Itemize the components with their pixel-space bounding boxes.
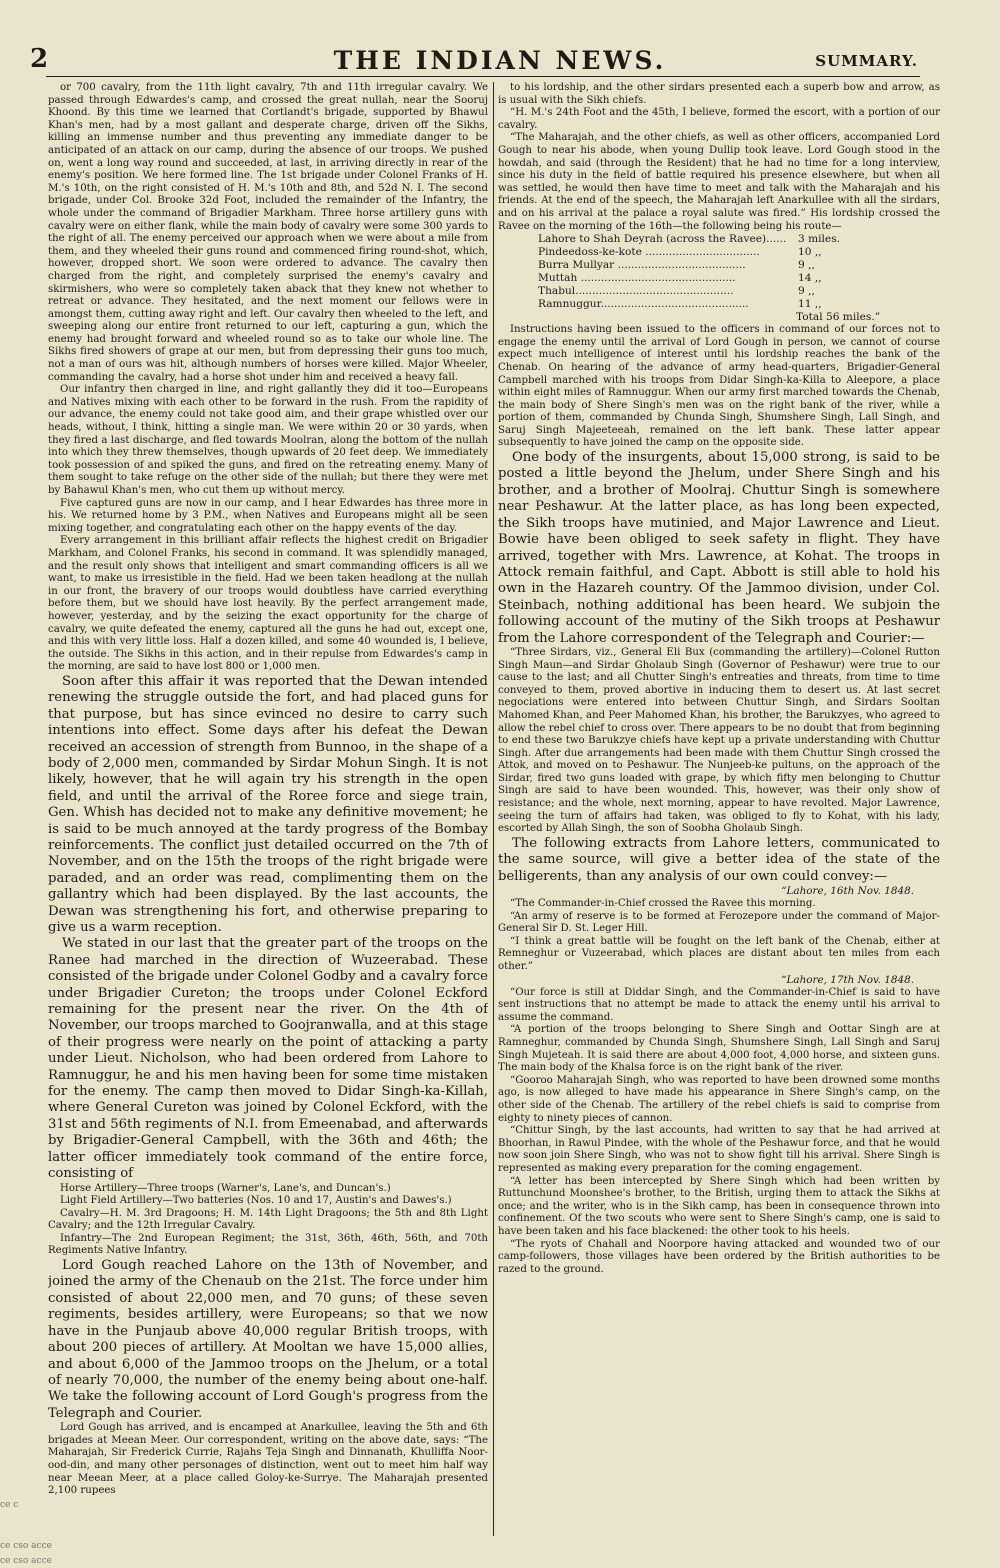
left-column-paragraph: Five captured guns are now in our camp, and I hear Edwardes has three more in his. We returned home by 3 P.M., when Natives and Europeans might all be seen mixing together, and congratulating each other on the happy events of the day. xyxy=(48,497,488,534)
header-rule xyxy=(46,76,920,77)
right-column-paragraph: One body of the insurgents, about 15,000 strong, is said to be posted a little beyond the Jhelum, under Shere Singh and his brother, and a brother of Moolraj. Chuttur Singh is somewhere near Peshawur. At the latter place, as has long been expected, the Sikh troops have mutinied, and Major Lawrence and Lieut. Bowie have been obliged to seek safety in flight. They have arrived, together with Mrs. Lawrence, at Kohat. The troops in Attock remain faithful, and Capt. Abbott is still able to hold his own in the Hazareh country. Of the Jammoo division, under Col. Steinbach, nothing additional has been heard. We subjoin the following account of the mutiny of the Sikh troops at Peshawur from the Lahore correspondent of the Telegraph and Courier:— xyxy=(498,450,940,646)
right-column-paragraph: Instructions having been issued to the officers in command of our forces not to engage the enemy until the arrival of Lord Gough in person, we cannot of course expect much intelligence of interest until his lordship reaches the bank of the Chenab. On hearing of the advance of army head-quarters, Brigadier-General Campbell marched with his troops from Didar Singh-ka-Killa to Aleepore, a place within eight miles of Ramnuggur. When our army first marched towards the Chenab, the main body of Shere Singh's men was on the right bank of the river, while a portion of them, commanded by Chunda Singh, Shumshere Singh, Lall Singh, and Saruj Singh Majeeteeah, remained on the left bank. These latter appear subsequently to have joined the camp on the opposite side. xyxy=(498,324,940,449)
right-column-paragraph: The following extracts from Lahore letters, communicated to the same source, will give a better idea of the state of the belligerents, than any analysis of our own could convey:— xyxy=(498,835,940,884)
right-column-paragraph: “Gooroo Maharajah Singh, who was reported to have been drowned some months ago, is now alleged to have made his appearance in Shere Singh's camp, on the other side of the Chenab. The artillery of the rebel chiefs is said to comprise from eighty to ninety pieces of cannon. xyxy=(498,1074,940,1124)
left-column-paragraph: or 700 cavalry, from the 11th light cavalry, 7th and 11th irregular cavalry. We passed through Edwardes's camp, and crossed the great nullah, near the Sooruj Khoond. By this time we learned that Cortlandt's brigade, supported by Bhawul Khan's men, had by a most gallant and desperate charge, driven off the Sikhs, killing an immense number and thus preventing any immediate danger to be anticipated of an attack on our camp, during the absence of our troops. We pushed on, went a long way round and succeeded, at last, in arriving directly in rear of the enemy's position. We here formed line. The 1st brigade under Colonel Franks of H. M.'s 10th, on the right consisted of H. M.'s 10th and 8th, and 52d N. I. The second brigade, under Col. Brooke 32d Foot, included the remainder of the Infantry, the whole under the command of Brigadier Markham. Three horse artillery guns with cavalry were on either flank, while the main body of cavalry were some 300 yards to the right of all. The enemy perceived our approach when we were about a mile from them, and they wheeled their guns round and commenced firing round-shot, which, however, dropped short. We soon were ordered to advance. The cavalry then charged from the right, and completely surprised the enemy's cavalry and skirmishers, who were so completely taken aback that they knew not whether to retreat or advance. They hesitated, and the next moment our fellows were in amongst them, cutting away right and left. Our cavalry then wheeled to the left, and sweeping along our entire front returned to our left, capturing a gun, which the enemy had brought forward and wheeled round so as to take our whole line. The Sikhs fired showers of grape at our men, but from depressing their guns too much, not a man of ours was hit, although numbers of horses were killed. Major Wheeler, commanding the cavalry, had a horse shot under him and received a heavy fall. xyxy=(48,82,488,383)
route-row xyxy=(538,285,858,298)
route-place: Burra Mullyar ...................................... xyxy=(538,259,746,272)
left-column xyxy=(48,82,488,1532)
margin-mark: ce cso acce xyxy=(0,1556,52,1566)
right-column-paragraph: “The ryots of Chahall and Noorpore having attacked and wounded two of our camp-followers, those villages have been ordered by the British authorities to be razed to the ground. xyxy=(498,1238,940,1275)
left-column-paragraph: Light Field Artillery—Two batteries (Nos. 10 and 17, Austin's and Dawes's.) xyxy=(60,1195,452,1207)
route-place: Thabul............................................... xyxy=(538,285,734,298)
masthead xyxy=(0,0,1000,74)
right-column-paragraph: “Lahore, 17th Nov. 1848. xyxy=(781,973,914,986)
route-miles: 3 miles. xyxy=(798,233,841,246)
right-column-paragraph: “Lahore, 16th Nov. 1848. xyxy=(781,885,914,898)
right-column-paragraph: “Our force is still at Diddar Singh, and the Commander-in-Chief is said to have sent instructions that no attempt be made to attack the enemy until his arrival to assume the command. xyxy=(498,986,940,1023)
left-column-paragraph: Infantry—The 2nd European Regiment; the 31st, 36th, 46th, 56th, and 70th Regiments Native Infantry. xyxy=(48,1232,488,1257)
route-row xyxy=(538,233,858,246)
right-column-top xyxy=(498,82,940,233)
right-column-paragraph: “An army of reserve is to be formed at Ferozepore under the command of Major-General Sir D. St. Leger Hill. xyxy=(498,910,940,935)
left-column-paragraph: Every arrangement in this brilliant affair reflects the highest credit on Brigadier Markham, and Colonel Franks, his second in command. It was splendidly managed, and the result only shows that intelligent and smart commanding officers is all we want, to make us irresistible in the field. Had we been taken headlong at the nullah in our front, the bravery of our troops would doubtless have carried everything before them, but we should have lost heavily. By the perfect arrangement made, however, yesterday, and by the seizing the exact opportunity for the charge of cavalry, we quite defeated the enemy, captured all the guns he had out, except one, and this with very little loss. Half a dozen killed, and some 40 wounded is, I believe, the outside. The Sikhs in this action, and in their repulse from Edwardes's camp in the morning, are said to have lost 800 or 1,000 men. xyxy=(48,535,488,673)
route-row xyxy=(538,272,858,285)
right-column-paragraph: “Three Sirdars, viz., General Eli Bux (commanding the artillery)—Colonel Rutton Singh Maun—and Sirdar Gholaub Singh (Governor of Peshawur) were true to our cause to the last; and all Chutter Singh's entreaties and threats, from time to time conveyed to them, proved abortive in inducing them to desert us. At last secret negociations were entered into between Chuttur Singh, and Sirdars Sooltan Mahomed Khan, and Peer Mahomed Khan, his brother, the Barukzyes, who agreed to allow the rebel chief to cross over. There appears to be no doubt that from beginning to end these two Barukzye chiefs have kept up a private understanding with Chuttur Singh. After due arrangements had been made with them Chuttur Singh crossed the Attok, and moved on to Peshawur. The Nunjeeb-ke pultuns, on the approach of the Sirdar, fired two guns loaded with grape, by which fifty men belonging to Chuttur Singh are said to have been wounded. This, however, was their only show of resistance; and the whole, next morning, appear to have revolted. Major Lawrence, seeing the turn of affairs had taken, was obliged to fly to Kohat, with his lady, escorted by Allah Singh, the son of Soobha Gholaub Singh. xyxy=(498,646,940,835)
page-number: 2 xyxy=(30,44,49,74)
left-column-paragraph: Lord Gough reached Lahore on the 13th of November, and joined the army of the Chenaub on the 21st. The force under him consisted of about 22,000 men, and 70 guns; of these seven regiments, besides artillery, were Europeans; so that we now have in the Punjaub above 40,000 regular British troops, with about 200 pieces of artillery. At Mooltan we have 15,000 allies, and about 6,000 of the Jammoo troops on the Jhelum, or a total of nearly 70,000, the number of the enemy being about one-half. We take the following account of Lord Gough's progress from the Telegraph and Courier. xyxy=(48,1258,488,1421)
route-row xyxy=(538,246,858,259)
route-miles: 11 ,, xyxy=(798,298,822,311)
left-column-paragraph: We stated in our last that the greater part of the troops on the Ranee had marched in the direction of Wuzeerabad. These consisted of the brigade under Colonel Godby and a cavalry force under Brigadier Cureton; the troops under Colonel Eckford remaining for the present near the river. On the 4th of November, our troops marched to Goojranwalla, and at this stage of their progress were nearly on the point of attacking a party under Lieut. Nicholson, who had been ordered from Lahore to Ramnuggur, he and his men having been for some time mistaken for the enemy. The camp then moved to Didar Singh-ka-Killah, where General Cureton was joined by Colonel Eckford, with the 31st and 56th regiments of N.I. from Emeenabad, and afterwards by Brigadier-General Campbell, with the 36th and 46th; the latter officer immediately took command of the entire force, consisting of xyxy=(48,936,488,1182)
newspaper-title: THE INDIAN NEWS. xyxy=(333,46,667,75)
right-column-paragraph: “The Maharajah, and the other chiefs, as well as other officers, accompanied Lord Gough to near his abode, when young Dullip took leave. Lord Gough stood in the howdah, and said (through the Resident) that he had no time for a long interview, since his duty in the field of battle required his presence elsewhere, but when all was settled, he would then have time to meet and talk with the Maharajah and his friends. At the end of the speech, the Maharajah left Anarkullee with all the sirdars, and on his arrival at the palace a royal salute was fired.” His lordship crossed the Ravee on the morning of the 16th—the following being his route— xyxy=(498,132,940,232)
column-divider xyxy=(493,82,494,1536)
margin-mark: ce c xyxy=(0,1500,19,1510)
right-column-paragraph: “A portion of the troops belonging to Shere Singh and Oottar Singh are at Ramneghur, commanded by Chunda Singh, Shumshere Singh, Lall Singh and Saruj Singh Mujeteah. It is said there are about 4,000 foot, 4,000 horse, and sixteen guns. The main body of the Khalsa force is on the right bank of the river. xyxy=(498,1024,940,1074)
left-column-paragraph: Lord Gough has arrived, and is encamped at Anarkullee, leaving the 5th and 6th brigades at Meean Meer. Our correspondent, writing on the above date, says: “The Maharajah, Sir Frederick Currie, Rajahs Teja Singh and Dinnanath, Khulliffa Noor-ood-din, and many other personages of distinction, went out to meet him half way near Meean Meer, at a place called Goloy-ke-Surrye. The Maharajah presented 2,100 rupees xyxy=(48,1422,488,1497)
margin-mark: ce cso acce xyxy=(0,1541,52,1551)
route-miles: 9 ,, xyxy=(798,259,815,272)
route-place: Pindeedoss-ke-kote .................................. xyxy=(538,246,760,259)
right-column xyxy=(498,82,940,1538)
right-column-paragraph: “Chittur Singh, by the last accounts, had written to say that he had arrived at Bhoorhan, in Rawul Pindee, with the whole of the Peshawur force, and that he would now soon join Shere Singh, who was not to show fight till his arrival. Shere Singh is represented as making every preparation for the coming engagement. xyxy=(498,1125,940,1174)
left-column-paragraph: Soon after this affair it was reported that the Dewan intended renewing the struggle outside the fort, and had placed guns for that purpose, but has since evinced no desire to carry such intentions into effect. Some days after his defeat the Dewan received an accession of strength from Bunnoo, in the shape of a body of 2,000 men, commanded by Sirdar Mohun Singh. It is not likely, however, that he will again try his strength in the open field, and until the arrival of the Roree force and siege train, Gen. Whish has decided not to make any definitive movement; he is said to be much annoyed at the tardy progress of the Bombay reinforcements. The conflict just detailed occurred on the 7th of November, and on the 15th the troops of the right brigade were paraded, and an order was read, complimenting them on the gallantry which had been displayed. By the last accounts, the Dewan was strengthening his fort, and otherwise preparing to give us a warm reception. xyxy=(48,673,488,935)
section-label: SUMMARY. xyxy=(815,52,918,70)
right-column-paragraph: “H. M.'s 24th Foot and the 45th, I believe, formed the escort, with a portion of our cavalry. xyxy=(498,107,940,131)
route-place: Muttah .............................................. xyxy=(538,272,736,285)
route-row xyxy=(538,298,858,311)
route-miles: 9 ,, xyxy=(798,285,815,298)
route-table xyxy=(538,233,858,311)
left-column-paragraph: Our infantry then charged in line, and right gallantly they did it too—Europeans and Natives mixing with each other to be forward in the rush. From the rapidity of our advance, the enemy could not take good aim, and their grape whistled over our heads, without, I think, hitting a single man. We were within 20 or 30 yards, when they fired a last discharge, and fled towards Moolran, along the bottom of the nullah into which they threw themselves, though upwards of 20 feet deep. We immediately took possession of and spiked the guns, and fired on the retreating enemy. Many of them sought to take refuge on the other side of the nullah; but there they were met by Bahawul Khan's men, who cut them up without mercy. xyxy=(48,384,488,496)
right-column-paragraph: to his lordship, and the other sirdars presented each a superb bow and arrow, as is usual with the Sikh chiefs. xyxy=(498,82,940,106)
right-column-paragraph: “I think a great battle will be fought on the left bank of the Chenab, either at Remneghur or Vuzeerabad, which places are distant about ten miles from each other.” xyxy=(498,935,940,973)
right-column-bottom xyxy=(498,324,940,1276)
route-miles: 14 ,, xyxy=(798,272,822,285)
route-total: Total 56 miles.” xyxy=(796,311,881,324)
route-row xyxy=(538,259,858,272)
left-column-paragraph: Cavalry—H. M. 3rd Dragoons; H. M. 14th Light Dragoons; the 5th and 8th Light Cavalry; and the 12th Irregular Cavalry. xyxy=(48,1207,488,1232)
right-column-paragraph: “The Commander-in-Chief crossed the Ravee this morning. xyxy=(510,898,816,910)
route-miles: 10 ,, xyxy=(798,246,822,259)
right-column-paragraph: “A letter has been intercepted by Shere Singh which had been written by Ruttunchund Moonshee's brother, to the British, urging them to attack the Sikhs at once; and the writer, who is in the Sikh camp, has been in consequence thrown into confinement. Of the two scouts who were sent to Shere Singh's camp, one is said to have been taken and his face blackened: the other took to his heels. xyxy=(498,1175,940,1237)
left-column-paragraph: Horse Artillery—Three troops (Warner's, Lane's, and Duncan's.) xyxy=(60,1182,391,1194)
route-place: Ramnuggur............................................ xyxy=(538,298,749,311)
route-place: Lahore to Shah Deyrah (across the Ravee)...... xyxy=(538,233,787,246)
